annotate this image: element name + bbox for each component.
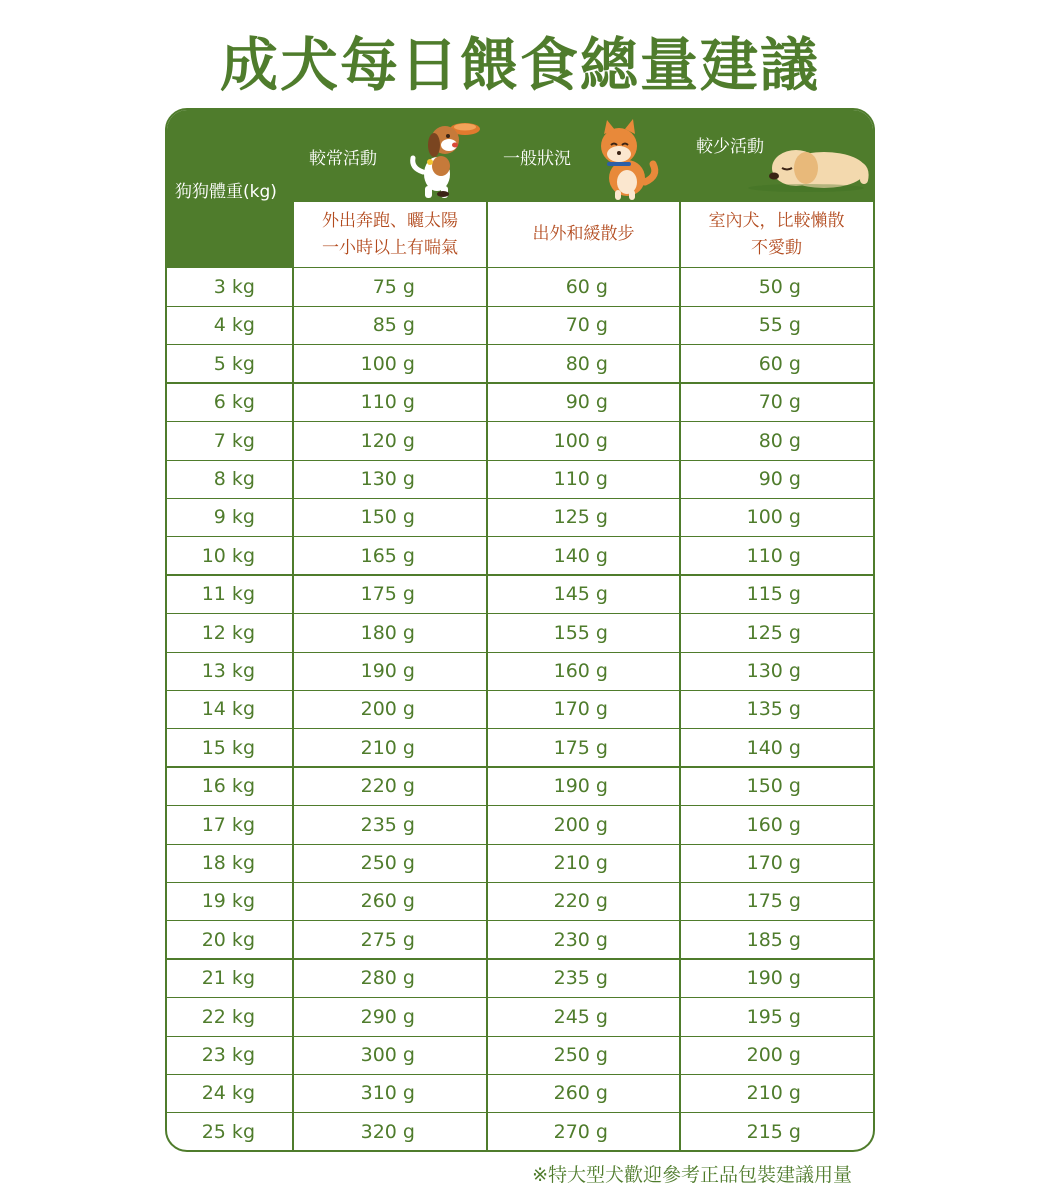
low-amount-cell: 150 g — [746, 775, 801, 798]
normal-amount-cell: 260 g — [553, 1082, 608, 1105]
weight-cell: 4 kg — [213, 314, 255, 337]
table-row — [167, 498, 873, 536]
normal-amount-cell: 60 g — [565, 276, 608, 298]
weight-cell: 5 kg — [213, 352, 255, 375]
normal-amount-cell: 270 g — [553, 1120, 608, 1143]
normal-amount-cell: 245 g — [553, 1005, 608, 1028]
table-row — [167, 998, 873, 1036]
page-title: 成犬每日餵食總量建議 — [219, 31, 820, 99]
low-amount-cell: 90 g — [758, 468, 801, 490]
low-amount-cell: 210 g — [746, 1082, 801, 1105]
weight-cell: 22 kg — [201, 1005, 255, 1028]
low-column-header — [680, 110, 873, 202]
low-amount-cell: 170 g — [746, 852, 801, 874]
normal-amount-cell: 125 g — [553, 506, 608, 529]
active-amount-cell: 100 g — [360, 352, 415, 375]
weight-cell: 19 kg — [201, 890, 255, 913]
active-amount-cell: 130 g — [360, 468, 415, 490]
column-divider — [292, 110, 294, 1152]
low-amount-cell: 160 g — [746, 813, 801, 836]
low-amount-cell: 110 g — [746, 544, 801, 567]
table-row — [167, 729, 873, 767]
table-row — [167, 652, 873, 690]
normal-amount-cell: 230 g — [553, 928, 608, 951]
normal-amount-cell: 100 g — [553, 429, 608, 452]
normal-amount-cell: 175 g — [553, 736, 608, 759]
low-amount-cell: 190 g — [746, 967, 801, 990]
active-amount-cell: 190 g — [360, 660, 415, 682]
low-amount-cell: 130 g — [746, 660, 801, 682]
table-row — [167, 921, 873, 959]
weight-cell: 6 kg — [213, 391, 255, 414]
weight-column-header: 狗狗體重(kg) — [167, 110, 293, 268]
low-amount-cell: 100 g — [746, 506, 801, 529]
normal-amount-cell: 90 g — [565, 391, 608, 414]
active-amount-cell: 310 g — [360, 1082, 415, 1105]
normal-description — [487, 202, 680, 268]
active-amount-cell: 260 g — [360, 890, 415, 913]
low-desc-line2: 不愛動 — [751, 237, 802, 258]
normal-amount-cell: 220 g — [553, 890, 608, 913]
feeding-table — [165, 108, 875, 1152]
active-amount-cell: 235 g — [360, 813, 415, 836]
table-row — [167, 575, 873, 613]
active-amount-cell: 150 g — [360, 506, 415, 529]
weight-cell: 21 kg — [201, 967, 255, 990]
active-amount-cell: 280 g — [360, 967, 415, 990]
low-amount-cell: 50 g — [758, 276, 801, 298]
table-row — [167, 767, 873, 805]
weight-cell: 10 kg — [201, 544, 255, 567]
column-divider — [486, 110, 488, 1152]
active-desc-line2: 一小時以上有喘氣 — [322, 237, 458, 258]
normal-amount-cell: 160 g — [553, 660, 608, 682]
low-amount-cell: 195 g — [746, 1005, 801, 1028]
weight-cell: 13 kg — [201, 660, 255, 682]
table-row — [167, 422, 873, 460]
low-amount-cell: 60 g — [758, 352, 801, 375]
normal-amount-cell: 210 g — [553, 852, 608, 874]
table-row — [167, 690, 873, 728]
weight-cell: 17 kg — [201, 813, 255, 836]
low-amount-cell: 215 g — [746, 1120, 801, 1143]
table-row — [167, 460, 873, 498]
table-row — [167, 383, 873, 421]
active-label: 較常活動 — [309, 149, 377, 169]
low-amount-cell: 200 g — [746, 1044, 801, 1066]
footnote: ※特大型犬歡迎參考正品包裝建議用量 — [532, 1164, 852, 1186]
table-row — [167, 1113, 873, 1151]
weight-cell: 8 kg — [213, 468, 255, 490]
active-amount-cell: 290 g — [360, 1005, 415, 1028]
normal-amount-cell: 250 g — [553, 1044, 608, 1066]
normal-desc-line1: 出外和緩散步 — [532, 224, 635, 244]
weight-cell: 24 kg — [201, 1082, 255, 1105]
table-row — [167, 1036, 873, 1074]
table-row — [167, 537, 873, 575]
weight-cell: 7 kg — [213, 429, 255, 452]
weight-cell: 11 kg — [201, 583, 255, 606]
active-amount-cell: 110 g — [360, 391, 415, 414]
table-row — [167, 882, 873, 920]
active-amount-cell: 120 g — [360, 429, 415, 452]
column-divider — [679, 110, 681, 1152]
table-row — [167, 345, 873, 383]
table-row — [167, 844, 873, 882]
normal-amount-cell: 190 g — [553, 775, 608, 798]
active-amount-cell: 220 g — [360, 775, 415, 798]
weight-cell: 14 kg — [201, 698, 255, 721]
table-row — [167, 268, 873, 306]
low-amount-cell: 80 g — [758, 429, 801, 452]
active-amount-cell: 210 g — [360, 736, 415, 759]
active-amount-cell: 180 g — [360, 621, 415, 644]
normal-amount-cell: 70 g — [565, 314, 608, 337]
sleeping-dog-icon — [746, 134, 870, 194]
normal-amount-cell: 235 g — [553, 967, 608, 990]
active-amount-cell: 85 g — [372, 314, 415, 337]
low-amount-cell: 140 g — [746, 736, 801, 759]
table-row — [167, 614, 873, 652]
normal-amount-cell: 110 g — [553, 468, 608, 490]
weight-cell: 12 kg — [201, 621, 255, 644]
active-desc-line1: 外出奔跑、曬太陽 — [322, 210, 458, 231]
active-description — [293, 202, 487, 268]
active-amount-cell: 250 g — [360, 852, 415, 874]
low-label: 較少活動 — [696, 137, 764, 157]
normal-amount-cell: 140 g — [553, 544, 608, 567]
weight-cell: 25 kg — [201, 1120, 255, 1143]
table-row — [167, 306, 873, 344]
low-description — [680, 202, 873, 268]
normal-column-header — [487, 110, 680, 202]
active-amount-cell: 320 g — [360, 1120, 415, 1143]
weight-cell: 16 kg — [201, 775, 255, 798]
table-row — [167, 959, 873, 997]
table-row — [167, 806, 873, 844]
active-amount-cell: 175 g — [360, 583, 415, 606]
low-amount-cell: 135 g — [746, 698, 801, 721]
active-amount-cell: 200 g — [360, 698, 415, 721]
weight-cell: 23 kg — [201, 1044, 255, 1066]
low-amount-cell: 185 g — [746, 928, 801, 951]
weight-cell: 9 kg — [213, 506, 255, 529]
normal-amount-cell: 200 g — [553, 813, 608, 836]
low-amount-cell: 70 g — [758, 391, 801, 414]
low-desc-line1: 室內犬，比較懶散 — [708, 210, 845, 231]
normal-amount-cell: 170 g — [553, 698, 608, 721]
active-column-header — [293, 110, 487, 202]
active-amount-cell: 165 g — [360, 544, 415, 567]
active-amount-cell: 275 g — [360, 928, 415, 951]
jumping-dog-frisbee-icon — [401, 114, 485, 200]
normal-amount-cell: 155 g — [553, 621, 608, 644]
weight-cell: 15 kg — [201, 736, 255, 759]
normal-amount-cell: 145 g — [553, 583, 608, 606]
sitting-shiba-icon — [587, 116, 665, 200]
weight-cell: 18 kg — [201, 852, 255, 874]
normal-label: 一般狀況 — [503, 149, 571, 169]
low-amount-cell: 115 g — [746, 583, 801, 606]
normal-amount-cell: 80 g — [565, 352, 608, 375]
weight-cell: 20 kg — [201, 928, 255, 951]
table-row — [167, 1074, 873, 1112]
low-amount-cell: 55 g — [758, 314, 801, 337]
low-amount-cell: 125 g — [746, 621, 801, 644]
weight-cell: 3 kg — [213, 276, 255, 298]
active-amount-cell: 300 g — [360, 1044, 415, 1066]
low-amount-cell: 175 g — [746, 890, 801, 913]
active-amount-cell: 75 g — [372, 276, 415, 298]
